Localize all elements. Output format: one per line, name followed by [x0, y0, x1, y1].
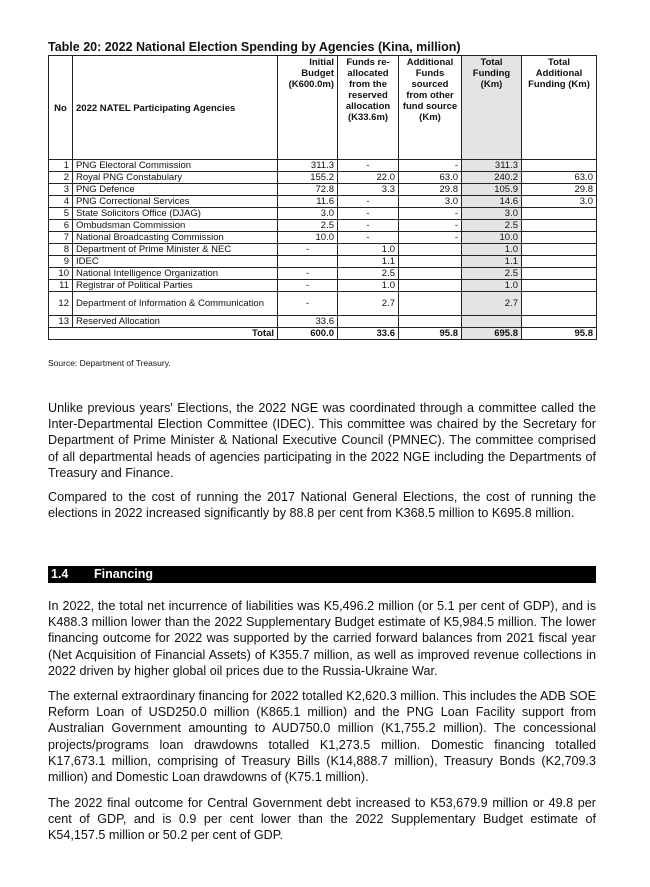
total-funding-cell: 3.0 [462, 208, 522, 220]
table-row [49, 184, 597, 196]
agency-name: PNG Defence [73, 184, 278, 196]
agency-name: State Solicitors Office (DJAG) [73, 208, 278, 220]
table-source-note: Source: Department of Treasury. [48, 358, 171, 368]
total-funding-cell: 14.6 [462, 196, 522, 208]
header-additional-funds: Additional Funds sourced from other fund source (Km) [399, 56, 462, 160]
header-no: No [49, 56, 73, 160]
total-additional-cell [522, 208, 597, 220]
paragraph-external-financing: The external extraordinary financing for 2022 totalled K2,620.3 million. This includes the ADB SOE Reform Loan of USD250.0 million (K865.1 million) and the PNG Loan Facility support from Australian Government amounting to AUD750.0 million (K1,755.2 million). The concessional projects/programs loan drawdowns totalled K1,273.5 million. Domestic financing totalled K17,673.1 million, comprising of Treasury Bills (K14,888.7 million), Treasury Bonds (K2,709.3 million) and Domestic Loan drawdowns of (K75.1 million). [48, 689, 596, 785]
additional-funds-cell [399, 316, 462, 328]
additional-funds-cell [399, 244, 462, 256]
row-number: 7 [49, 232, 73, 244]
initial-budget-cell: - [278, 292, 338, 316]
total-additional-cell [522, 316, 597, 328]
reallocated-cell: 3.3 [338, 184, 399, 196]
section-heading-financing [48, 566, 596, 583]
header-agency: 2022 NATEL Participating Agencies [73, 56, 278, 160]
election-spending-table [48, 55, 597, 340]
row-number: 1 [49, 160, 73, 172]
reallocated-cell: 1.0 [338, 244, 399, 256]
table-row [49, 172, 597, 184]
table-row [49, 280, 597, 292]
total-label: Total [49, 328, 278, 340]
table-header-row [49, 56, 597, 160]
total-funding-cell: 105.9 [462, 184, 522, 196]
initial-budget-cell: 311.3 [278, 160, 338, 172]
table-row [49, 232, 597, 244]
table-row [49, 160, 597, 172]
reallocated-cell: 2.7 [338, 292, 399, 316]
total-additional-funds: 95.8 [399, 328, 462, 340]
total-additional-cell [522, 256, 597, 268]
reallocated-cell: - [338, 232, 399, 244]
total-funding-cell: 1.0 [462, 280, 522, 292]
initial-budget-cell: - [278, 244, 338, 256]
reallocated-cell [338, 316, 399, 328]
table-row [49, 256, 597, 268]
agency-name: Department of Information & Communication [73, 292, 278, 316]
paragraph-cost-comparison: Compared to the cost of running the 2017 National General Elections, the cost of running the elections in 2022 increased significantly by 88.8 per cent from K368.5 million to K695.8 million. [48, 490, 596, 521]
total-additional-funding: 95.8 [522, 328, 597, 340]
row-number: 5 [49, 208, 73, 220]
row-number: 2 [49, 172, 73, 184]
total-funding: 695.8 [462, 328, 522, 340]
row-number: 13 [49, 316, 73, 328]
table-total-row [49, 328, 597, 340]
total-funding-cell [462, 316, 522, 328]
agency-name: Reserved Allocation [73, 316, 278, 328]
additional-funds-cell [399, 268, 462, 280]
initial-budget-cell: - [278, 268, 338, 280]
total-funding-cell: 2.7 [462, 292, 522, 316]
agency-name: IDEC [73, 256, 278, 268]
header-initial-budget: Initial Budget (K600.0m) [278, 56, 338, 160]
total-funding-cell: 240.2 [462, 172, 522, 184]
initial-budget-cell: 33.6 [278, 316, 338, 328]
paragraph-government-debt: The 2022 final outcome for Central Government debt increased to K53,679.9 million or 49.8 per cent of GDP, and is 0.9 per cent lower than the 2022 Supplementary Budget estimate of K54,157.5 million or 50.2 per cent of GDP. [48, 796, 596, 843]
row-number: 12 [49, 292, 73, 316]
additional-funds-cell [399, 256, 462, 268]
table-row [49, 268, 597, 280]
reallocated-cell: 1.1 [338, 256, 399, 268]
paragraph-net-liabilities: In 2022, the total net incurrence of liabilities was K5,496.2 million (or 5.1 per cent of GDP), and is K488.3 million lower than the 2022 Supplementary Budget estimate of K5,984.5 million. The lower financing outcome for 2022 was supported by the carried forward balances from 2021 fiscal year (Net Acquisition of Financial Assets) of K355.7 million, as well as improved revenue collections in 2022 driven by higher global oil prices due to the Russia-Ukraine War. [48, 599, 596, 678]
header-total-funding: Total Funding (Km) [462, 56, 522, 160]
header-funds-reallocated: Funds re-allocated from the reserved allocation (K33.6m) [338, 56, 399, 160]
additional-funds-cell: - [399, 160, 462, 172]
row-number: 9 [49, 256, 73, 268]
section-number: 1.4 [51, 567, 69, 581]
additional-funds-cell: - [399, 232, 462, 244]
reallocated-cell: - [338, 160, 399, 172]
agency-name: Ombudsman Commission [73, 220, 278, 232]
total-funding-cell: 10.0 [462, 232, 522, 244]
row-number: 3 [49, 184, 73, 196]
table-row [49, 292, 597, 316]
reallocated-cell: 2.5 [338, 268, 399, 280]
total-additional-cell [522, 220, 597, 232]
total-additional-cell: 3.0 [522, 196, 597, 208]
table-title: Table 20: 2022 National Election Spending by Agencies (Kina, million) [48, 40, 461, 54]
reallocated-cell: - [338, 196, 399, 208]
total-additional-cell [522, 280, 597, 292]
agency-name: PNG Electoral Commission [73, 160, 278, 172]
table-row [49, 316, 597, 328]
agency-name: PNG Correctional Services [73, 196, 278, 208]
total-additional-cell: 29.8 [522, 184, 597, 196]
paragraph-idec: Unlike previous years' Elections, the 2022 NGE was coordinated through a committee called the Inter-Departmental Election Committee (IDEC). This committee was chaired by the Secretary for Department of Prime Minister & National Executive Council (PMNEC). The committee comprised of all departmental heads of agencies participating in the 2022 NGE including the Departments of Treasury and Finance. [48, 401, 596, 480]
total-additional-cell [522, 232, 597, 244]
agency-name: Registrar of Political Parties [73, 280, 278, 292]
reallocated-cell: 1.0 [338, 280, 399, 292]
total-reallocated: 33.6 [338, 328, 399, 340]
initial-budget-cell: 11.6 [278, 196, 338, 208]
total-additional-cell [522, 244, 597, 256]
total-funding-cell: 1.1 [462, 256, 522, 268]
additional-funds-cell: - [399, 208, 462, 220]
row-number: 8 [49, 244, 73, 256]
row-number: 6 [49, 220, 73, 232]
table-row [49, 244, 597, 256]
agency-name: National Intelligence Organization [73, 268, 278, 280]
initial-budget-cell: 10.0 [278, 232, 338, 244]
initial-budget-cell: - [278, 280, 338, 292]
header-total-additional-funding: Total Additional Funding (Km) [522, 56, 597, 160]
additional-funds-cell [399, 292, 462, 316]
agency-name: National Broadcasting Commission [73, 232, 278, 244]
reallocated-cell: - [338, 220, 399, 232]
reallocated-cell: - [338, 208, 399, 220]
total-additional-cell [522, 292, 597, 316]
row-number: 11 [49, 280, 73, 292]
total-additional-cell [522, 160, 597, 172]
initial-budget-cell [278, 256, 338, 268]
agency-name: Royal PNG Constabulary [73, 172, 278, 184]
additional-funds-cell [399, 280, 462, 292]
table-row [49, 196, 597, 208]
total-additional-cell: 63.0 [522, 172, 597, 184]
row-number: 10 [49, 268, 73, 280]
agency-name: Department of Prime Minister & NEC [73, 244, 278, 256]
table-row [49, 220, 597, 232]
initial-budget-cell: 3.0 [278, 208, 338, 220]
additional-funds-cell: 63.0 [399, 172, 462, 184]
total-initial-budget: 600.0 [278, 328, 338, 340]
additional-funds-cell: 29.8 [399, 184, 462, 196]
additional-funds-cell: 3.0 [399, 196, 462, 208]
total-funding-cell: 1.0 [462, 244, 522, 256]
reallocated-cell: 22.0 [338, 172, 399, 184]
row-number: 4 [49, 196, 73, 208]
additional-funds-cell: - [399, 220, 462, 232]
initial-budget-cell: 2.5 [278, 220, 338, 232]
total-additional-cell [522, 268, 597, 280]
initial-budget-cell: 155.2 [278, 172, 338, 184]
section-title: Financing [94, 567, 154, 581]
table-row [49, 208, 597, 220]
total-funding-cell: 2.5 [462, 220, 522, 232]
total-funding-cell: 2.5 [462, 268, 522, 280]
initial-budget-cell: 72.8 [278, 184, 338, 196]
total-funding-cell: 311.3 [462, 160, 522, 172]
